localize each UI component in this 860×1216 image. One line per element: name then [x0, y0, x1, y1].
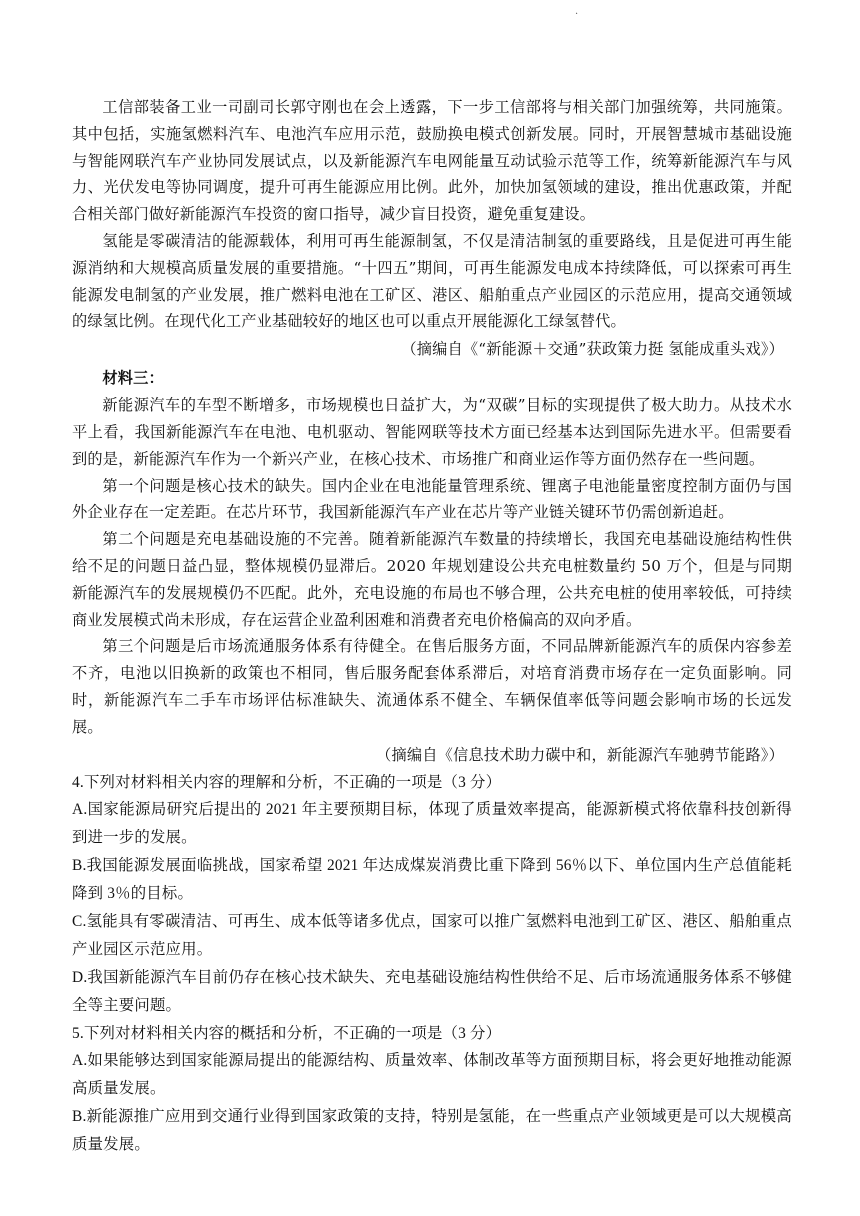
question-5	[72, 1020, 792, 1159]
question-4-option-a: A.国家能源局研究后提出的 2021 年主要预期目标，体现了质量效率提高，能源新模式将依靠科技创新得到进一步的发展。	[72, 800, 792, 846]
question-5-option-a: A.如果能够达到国家能源局提出的能源结构、质量效率、体制改革等方面预期目标，将会更好地推动能源高质量发展。	[72, 1051, 792, 1097]
question-4-option-d: D.我国新能源汽车目前仍存在核心技术缺失、充电基础设施结构性供给不足、后市场流通服务体系不够健全等主要问题。	[72, 968, 792, 1014]
material-three-heading: 材料三：	[102, 369, 164, 388]
material-two-paragraph-2: 氢能是零碳清洁的能源载体，利用可再生能源制氢，不仅是清洁制氢的重要路线，且是促进可再生能源消纳和大规模高质量发展的重要措施。“十四五”期间，可再生能源发电成本持续降低，可以探索可再生能源发电制氢的产业发展，推广燃料电池在工矿区、港区、船舶重点产业园区的示范应用，提高交通领域的绿氢比例。在现代化工产业基础较好的地区也可以重点开展能源化工绿氢替代。	[72, 231, 792, 331]
material-two-source: （摘编自《“新能源＋交通”获政策力挺 氢能成重头戏》）	[401, 340, 784, 359]
top-mark: ·	[575, 9, 579, 20]
question-4-option-b: B.我国能源发展面临挑战，国家希望 2021 年达成煤炭消费比重下降到 56％以下、单位国内生产总值能耗降到 3％的目标。	[72, 856, 792, 902]
question-4	[72, 769, 792, 1020]
question-4-stem: 4.下列对材料相关内容的理解和分析，不正确的一项是（3 分）	[72, 773, 502, 791]
material-three-paragraph-3: 第二个问题是充电基础设施的不完善。随着新能源汽车数量的持续增长，我国充电基础设施结构性供给不足的问题日益凸显，整体规模仍显滞后。2020 年规划建设公共充电桩数量约 50 万个，但是与同期新能源汽车的发展规模仍不匹配。此外，充电设施的布局也不够合理，公共充电桩的使用率较低，可持续商业发展模式尚未形成，存在运营企业盈利困难和消费者充电价格偏高的双向矛盾。	[72, 530, 792, 629]
question-5-option-b: B.新能源推广应用到交通行业得到国家政策的支持，特别是氢能，在一些重点产业领域更是可以大规模高质量发展。	[72, 1107, 792, 1153]
material-three-paragraph-2: 第一个问题是核心技术的缺失。国内企业在电池能量管理系统、锂离子电池能量密度控制方面仍与国外企业存在一定差距。在芯片环节，我国新能源汽车产业在芯片等产业链关键环节仍需创新追赶。	[72, 476, 792, 522]
material-three-source: （摘编自《信息技术助力碳中和，新能源汽车驰骋节能路》）	[376, 745, 784, 764]
question-4-option-c: C.氢能具有零碳清洁、可再生、成本低等诸多优点，国家可以推广氢燃料电池到工矿区、港区、船舶重点产业园区示范应用。	[72, 912, 792, 958]
document-content	[72, 94, 792, 1159]
question-5-stem: 5.下列对材料相关内容的概括和分析，不正确的一项是（3 分）	[72, 1024, 502, 1042]
material-three-paragraph-1: 新能源汽车的车型不断增多，市场规模也日益扩大，为“双碳”目标的实现提供了极大助力。从技术水平上看，我国新能源汽车在电池、电机驱动、智能网联等技术方面已经基本达到国际先进水平。但需要看到的是，新能源汽车作为一个新兴产业，在核心技术、市场推广和商业运作等方面仍然存在一些问题。	[72, 396, 792, 468]
material-two-paragraph-1: 工信部装备工业一司副司长郭守刚也在会上透露，下一步工信部将与相关部门加强统筹，共同施策。其中包括，实施氢燃料汽车、电池汽车应用示范，鼓励换电模式创新发展。同时，开展智慧城市基础设施与智能网联汽车产业协同发展试点，以及新能源汽车电网能量互动试验示范等工作，统筹新能源汽车与风力、光伏发电等协同调度，提升可再生能源应用比例。此外，加快加氢领域的建设，推出优惠政策，并配合相关部门做好新能源汽车投资的窗口指导，减少盲目投资，避免重复建设。	[72, 98, 792, 224]
material-two-section	[72, 94, 792, 363]
material-three-section	[72, 365, 792, 768]
material-three-paragraph-4: 第三个问题是后市场流通服务体系有待健全。在售后服务方面，不同品牌新能源汽车的质保内容参差不齐，电池以旧换新的政策也不相同，售后服务配套体系滞后，对培育消费市场存在一定负面影响。同时，新能源汽车二手车市场评估标准缺失、流通体系不健全、车辆保值率低等问题会影响市场的长远发展。	[72, 637, 792, 736]
